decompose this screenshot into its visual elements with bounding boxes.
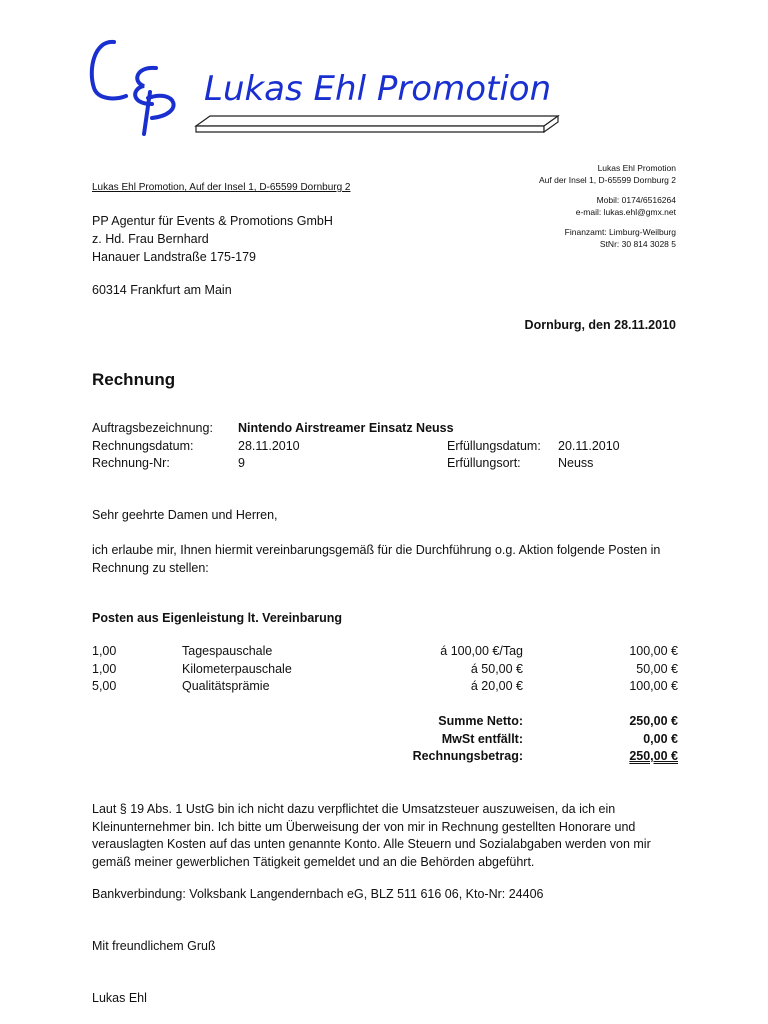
- item-qty: 5,00: [92, 679, 117, 693]
- contact-mobile: Mobil: 0174/6516264: [596, 195, 676, 205]
- company-logo: [86, 30, 566, 140]
- item-total: 100,00 €: [629, 644, 678, 658]
- intro-text: ich erlaube mir, Ihnen hiermit vereinbarungsgemäß für die Durchführung o.g. Aktion folgende Posten in Rechnung zu stellen:: [92, 543, 661, 575]
- section-title: Posten aus Eigenleistung lt. Vereinbarung: [92, 611, 343, 625]
- contact-email: e-mail: lukas.ehl@gmx.net: [575, 207, 676, 217]
- meta-value-2: 20.11.2010: [558, 438, 620, 453]
- total-label: MwSt entfällt:: [441, 731, 523, 746]
- meta-value-2: Neuss: [558, 456, 594, 470]
- contact-address: Auf der Insel 1, D-65599 Dornburg 2: [538, 175, 676, 185]
- legal-text: Laut § 19 Abs. 1 UstG bin ich nicht dazu verpflichtet die Umsatzsteuer auszuweisen, da ich ein Kleinunternehmer bin. Ich bitte um Überweisung der von mir in Rechnung gestellten Honorare und verauslagten Kosten auf das unten genannte Konto. Alle Steuern und Sozialabgaben werden von mir gemäß meiner gewerblichen Tätigkeit gemeldet und an die Behörden abgeführt.: [92, 802, 651, 869]
- contact-name: Lukas Ehl Promotion: [597, 163, 676, 173]
- recipient-line-2: z. Hd. Frau Bernhard: [92, 232, 209, 246]
- item-qty: 1,00: [92, 661, 117, 676]
- total-row-vat: [92, 732, 678, 750]
- total-label: Rechnungsbetrag:: [412, 749, 523, 763]
- item-price: á 50,00 €: [470, 661, 523, 676]
- line-item: [92, 644, 678, 662]
- total-row-net: [92, 714, 678, 732]
- meta-row: [92, 438, 682, 456]
- closing: Mit freundlichem Gruß: [92, 939, 216, 953]
- greeting: Sehr geehrte Damen und Herren,: [92, 508, 278, 522]
- totals: [92, 714, 678, 767]
- recipient-address: [92, 212, 333, 266]
- item-price: á 100,00 €/Tag: [440, 644, 523, 658]
- bank-details: Bankverbindung: Volksbank Langendernbach eG, BLZ 511 616 06, Kto-Nr: 24406: [92, 887, 544, 901]
- recipient-line-3: Hanauer Landstraße 175-179: [92, 250, 257, 264]
- contact-block: [539, 162, 676, 250]
- total-row-grand: [92, 749, 678, 767]
- logo-company-name: Lukas Ehl Promotion: [204, 69, 552, 109]
- item-total: 100,00 €: [629, 679, 678, 693]
- item-price: á 20,00 €: [470, 679, 523, 693]
- item-total: 50,00 €: [636, 661, 678, 676]
- meta-label-2: Erfüllungsort:: [447, 456, 521, 470]
- date-line: Dornburg, den 28.11.2010: [524, 318, 676, 332]
- line-items: [92, 644, 678, 697]
- invoice-meta: [92, 420, 682, 473]
- meta-row: [92, 420, 682, 438]
- meta-value: 28.11.2010: [238, 438, 300, 453]
- logo-graphic: [86, 30, 566, 140]
- meta-label: Auftragsbezeichnung:: [92, 421, 213, 435]
- total-value: 0,00 €: [643, 731, 678, 746]
- line-item: [92, 679, 678, 697]
- recipient-line-1: PP Agentur für Events & Promotions GmbH: [92, 214, 333, 228]
- meta-row: [92, 455, 682, 473]
- total-label: Summe Netto:: [438, 714, 523, 728]
- meta-label: Rechnungsdatum:: [92, 438, 194, 453]
- grand-total-value: 250,00 €: [629, 749, 678, 763]
- document-title: Rechnung: [92, 370, 176, 389]
- meta-value: Nintendo Airstreamer Einsatz Neuss: [238, 421, 454, 435]
- contact-tax-office: Finanzamt: Limburg-Weilburg: [564, 227, 676, 237]
- item-desc: Kilometerpauschale: [182, 661, 292, 676]
- contact-tax-number: StNr: 30 814 3028 5: [599, 239, 676, 249]
- meta-label: Rechnung-Nr:: [92, 456, 170, 470]
- item-desc: Tagespauschale: [182, 644, 273, 658]
- total-value: 250,00 €: [629, 714, 678, 728]
- meta-value: 9: [238, 456, 245, 470]
- line-item: [92, 662, 678, 680]
- signature-name: Lukas Ehl: [92, 991, 147, 1005]
- item-qty: 1,00: [92, 644, 117, 658]
- sender-address-line: Lukas Ehl Promotion, Auf der Insel 1, D-65599 Dornburg 2: [92, 182, 351, 193]
- recipient-city: 60314 Frankfurt am Main: [92, 283, 232, 297]
- item-desc: Qualitätsprämie: [182, 679, 270, 693]
- meta-label-2: Erfüllungsdatum:: [447, 438, 541, 453]
